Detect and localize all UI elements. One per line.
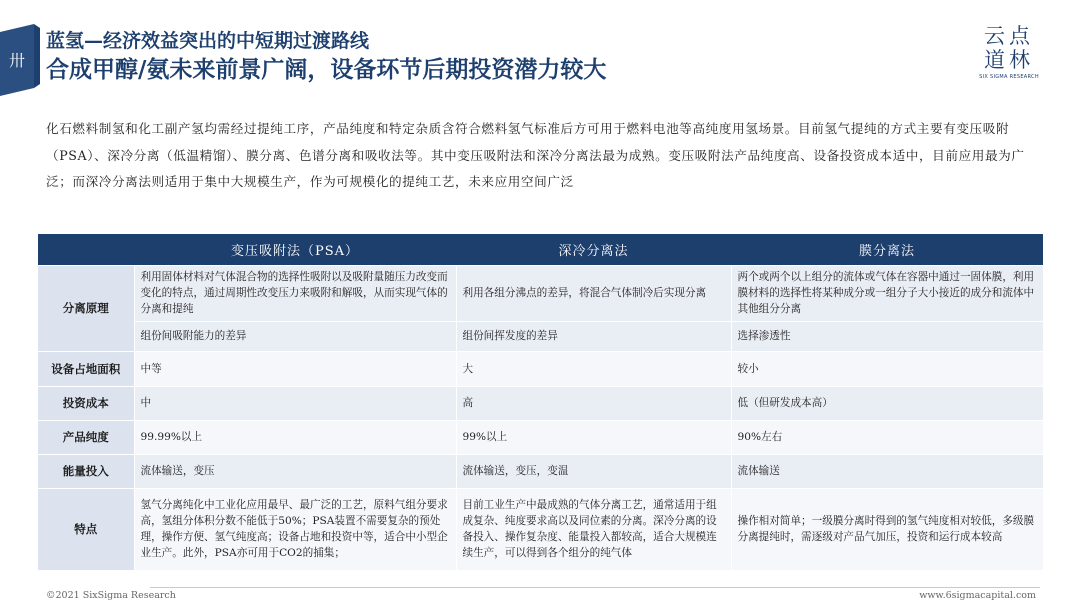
table-cell: 目前工业生产中最成熟的气体分离工艺，通常适用于组成复杂、纯度要求高以及同位素的分离。深冷分离的设备投入、操作复杂度、能量投入都较高，适合大规模连续生产，可以得到各个组分的纯气体 [456,488,731,570]
column-header-cryogenic: 深冷分离法 [456,234,731,265]
table-cell: 大 [456,351,731,386]
table-cell: 利用固体材料对气体混合物的选择性吸附以及吸附量随压力改变而变化的特点，通过周期性改变压力来吸附和解吸，从而实现气体的分离和提纯 [134,265,456,321]
table-cell: 99%以上 [456,420,731,454]
row-label-cost: 投资成本 [38,386,134,420]
table-cell: 利用各组分沸点的差异，将混合气体制冷后实现分离 [456,265,731,321]
table-cell: 90%左右 [731,420,1043,454]
table-cell: 流体输送，变压 [134,454,456,488]
row-label-purity: 产品纯度 [38,420,134,454]
footer-copyright: ©2021 SixSigma Research [46,590,176,601]
table-row [38,420,1043,454]
row-label-energy: 能量投入 [38,454,134,488]
company-logo [978,24,1040,80]
table-cell: 99.99%以上 [134,420,456,454]
table-cell: 流体输送 [731,454,1043,488]
table-cell: 中等 [134,351,456,386]
table-cell: 操作相对简单；一级膜分离时得到的氢气纯度相对较低，多级膜分离提纯时，需逐级对产品气加压，投资和运行成本较高 [731,488,1043,570]
table-row [38,351,1043,386]
title-block [46,28,606,86]
table-corner [38,234,134,265]
table-cell: 高 [456,386,731,420]
intro-paragraph: 化石燃料制氢和化工副产氢均需经过提纯工序，产品纯度和特定杂质含符合燃料氢气标准后方可用于燃料电池等高纯度用氢场景。目前氢气提纯的方式主要有变压吸附 （PSA）、深冷分离（低温精馏）、膜分离、色谱分离和吸收法等。其中变压吸附法和深冷分离法最为成熟。变压吸附法产品纯度高、设备投资成本适中，目前应用最为广泛；而深冷分离法则适用于集中大规模生产，作为可规模化的提纯工艺，未来应用空间广泛 [46,121,1025,189]
table-cell: 选择渗透性 [731,321,1043,351]
table-cell: 组份间吸附能力的差异 [134,321,456,351]
table-cell: 氢气分离纯化中工业化应用最早、最广泛的工艺，原料气组分要求高，氢组分体积分数不能低于50%；PSA装置不需要复杂的预处理，操作方便、氢气纯度高；设备占地和投资中等，适合中小型企业生产。此外，PSA亦可用于CO2的捕集； [134,488,456,570]
table-cell: 低（但研发成本高） [731,386,1043,420]
column-header-psa: 变压吸附法（PSA） [134,234,456,265]
table-row [38,488,1043,570]
table-row [38,454,1043,488]
table-row [38,321,1043,351]
footer-divider [150,587,1040,588]
logo-line2: 道林 [984,48,1034,72]
row-label-principle: 分离原理 [38,265,134,351]
table-row [38,386,1043,420]
row-label-footprint: 设备占地面积 [38,351,134,386]
column-header-membrane: 膜分离法 [731,234,1043,265]
table-cell: 组份间挥发度的差异 [456,321,731,351]
section-badge-char: 卅 [8,51,26,70]
table-cell: 较小 [731,351,1043,386]
table-cell: 两个或两个以上组分的流体或气体在容器中通过一固体膜，利用膜材料的选择性将某种成分或一组分子大小接近的成分和流体中其他组分分离 [731,265,1043,321]
footer-website-link[interactable]: www.6sigmacapital.com [919,590,1036,601]
page-subtitle: 蓝氢—经济效益突出的中短期过渡路线 [46,30,370,52]
logo-english: SIX SIGMA RESEARCH [979,74,1039,80]
logo-line1: 云点 [984,24,1034,48]
page-title: 合成甲醇/氨未来前景广阔，设备环节后期投资潜力较大 [46,56,607,83]
section-badge [0,24,40,96]
table-row [38,265,1043,321]
row-label-features: 特点 [38,488,134,570]
table-cell: 流体输送，变压，变温 [456,454,731,488]
comparison-table [38,234,1043,571]
table-cell: 中 [134,386,456,420]
table-header-row [38,234,1043,265]
